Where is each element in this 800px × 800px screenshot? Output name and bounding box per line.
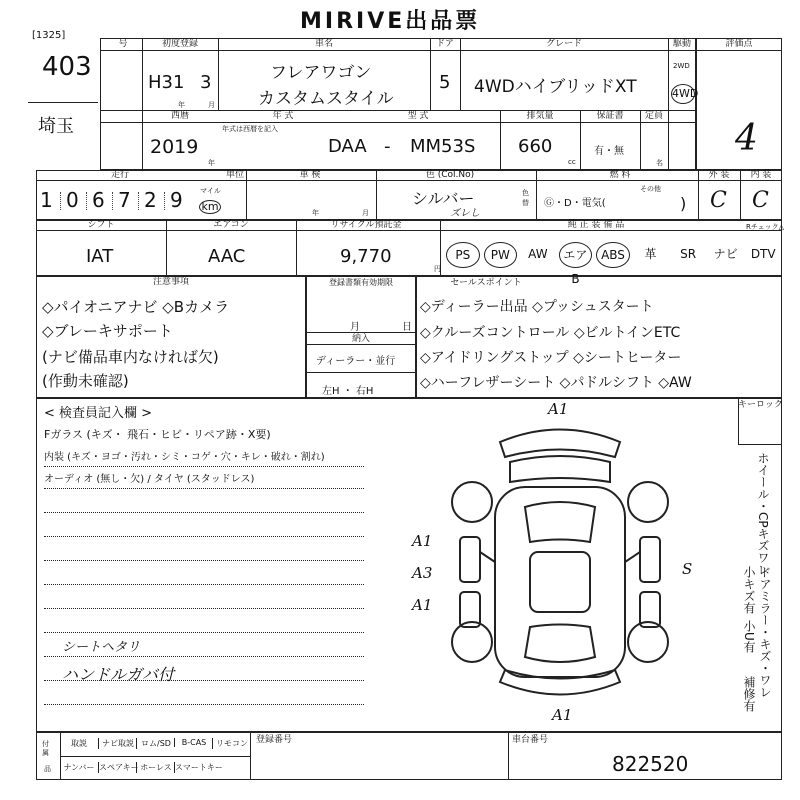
sales-line4: ◇ハーフレザーシート ◇パドルシフト ◇AW <box>420 375 692 391</box>
first-reg-era: H31 <box>148 72 185 93</box>
score-value: 4 <box>735 118 758 159</box>
fuel-other: その他 <box>640 185 661 193</box>
inspection-year: 年 <box>312 209 319 217</box>
notes-line1: ◇パイオニアナビ ◇Bカメラ <box>42 298 230 316</box>
recycle-yen: 円 <box>434 265 441 273</box>
mileage-digit: 0 <box>66 188 79 212</box>
header-car-name: 車名 <box>314 39 333 49</box>
equipment-item: エアB <box>559 242 593 268</box>
footer-accessory-label: 取説 <box>71 739 87 748</box>
header-fuel: 燃 料 <box>609 170 631 180</box>
equipment-item: 革 <box>644 247 657 261</box>
header-type: 型 式 <box>407 111 429 121</box>
footer-accessory-label: ナビ取説 <box>98 738 137 749</box>
equipment-item: AW <box>528 247 548 261</box>
header-inspector: < 検査員記入欄 > <box>44 406 153 421</box>
car-name-line2: カスタムスタイル <box>258 89 394 109</box>
interior-value: C <box>752 188 769 213</box>
footer-accessory-label: ホーレス <box>136 762 175 773</box>
header-ticket: 登録書類有効期限 <box>329 278 393 287</box>
displacement-unit: cc <box>568 158 576 166</box>
color-change-label: 色替 <box>522 189 529 207</box>
footer-side-label-bottom: 品 <box>44 765 51 773</box>
sales-line3: ◇アイドリングストップ ◇シートヒーター <box>420 350 682 366</box>
header-exterior: 外 装 <box>708 170 730 180</box>
grade-value: 4WDハイブリッドXT <box>474 77 637 97</box>
lot-number: 403 <box>42 52 92 82</box>
page-title: MIRIVE出品票 <box>300 9 481 34</box>
footer-accessory-label: ナンバー <box>63 763 95 772</box>
car-damage-diagram <box>440 412 680 712</box>
shift-value: IAT <box>86 246 114 267</box>
sales-line1: ◇ディーラー出品 ◇プッシュスタート <box>420 299 654 315</box>
recycle-value: 9,770 <box>340 246 392 267</box>
type-prefix: DAA <box>328 136 367 157</box>
equipment-item: ナビ <box>713 247 738 261</box>
header-aircon: エアコン <box>213 220 249 230</box>
equipment-item: PW <box>484 242 518 268</box>
header-shift: シフト <box>87 220 115 230</box>
first-reg-year-label: 年 <box>178 101 185 109</box>
header-model-year: 西暦 <box>170 111 189 121</box>
drive-2wd: 2WD <box>673 62 690 70</box>
legend-col-2: 小キズ有 <box>742 566 756 614</box>
header-frame-no: 車台番号 <box>512 735 549 745</box>
sales-line2: ◇クルーズコントロール ◇ビルトインETC <box>420 325 681 341</box>
equipment-item: DTV <box>750 247 776 261</box>
footer-accessories-bottom <box>60 758 250 778</box>
mileage-digit: 1 <box>40 188 53 212</box>
footer-accessory-label: ロム/SD <box>136 738 175 749</box>
footer-accessory-label: スペアキー <box>99 763 139 772</box>
mark-left-front: A1 <box>412 532 433 550</box>
capacity-unit: 名 <box>656 159 663 167</box>
legend-col-5: 補修有 <box>742 676 756 712</box>
mileage-digit: 7 <box>118 188 131 212</box>
inspector-glass: Fガラス (キズ・ 飛石・ヒビ・リペア跡・X要) <box>44 428 271 441</box>
frame-number: 822520 <box>612 752 689 776</box>
footer-accessory-label: リモコン <box>212 738 251 749</box>
inspection-month: 月 <box>362 209 369 217</box>
footer-side-label-top: 付属 <box>42 740 49 757</box>
model-year-note: 年 <box>208 159 215 167</box>
header-grade: グレード <box>545 39 582 49</box>
mark-left-rear: A1 <box>412 596 433 614</box>
header-unit: 単位 <box>225 170 244 180</box>
fuel-options: Ⓖ・D・電気( <box>544 198 606 209</box>
header-capacity: 定員 <box>644 111 663 121</box>
notes-line2: ◇ブレーキサポート <box>42 322 173 340</box>
legend-col-3: ドアミラー・キズ・ワレ <box>758 566 772 698</box>
drive-4wd-circled: 4WD <box>671 84 695 104</box>
color-note: ズレし <box>450 208 480 219</box>
inspector-audio: オーディオ (無し・欠) / タイヤ (スタッドレス) <box>44 474 255 485</box>
check-label: Rチェック△ <box>746 223 785 231</box>
header-reg-no: 登録番号 <box>256 735 293 745</box>
type-code: MM53S <box>410 136 476 157</box>
header-color: 色 (Col.No) <box>425 170 475 180</box>
header-year-type: 年 式 <box>272 111 294 121</box>
mark-left-mid: A3 <box>412 564 433 582</box>
aircon-value: AAC <box>208 246 246 267</box>
footer-accessory-label: スマートキー <box>175 763 223 772</box>
color-value: シルバー <box>412 189 475 208</box>
region: 埼玉 <box>38 116 74 137</box>
equipment-item: ABS <box>596 242 630 268</box>
header-displacement: 排気量 <box>526 111 554 121</box>
header-inspection: 車 検 <box>299 170 321 180</box>
doors-value: 5 <box>439 72 451 93</box>
header-no: 号 <box>118 39 128 49</box>
header-drive: 駆動 <box>672 39 691 49</box>
mile-label: マイル <box>200 187 221 195</box>
exterior-value: C <box>710 188 727 213</box>
header-recycle: リサイクル預託金 <box>330 220 402 230</box>
equipment-item: PS <box>446 242 480 268</box>
fuel-close: ) <box>680 194 687 213</box>
ticket-month: 月 <box>350 322 360 333</box>
km-circled: km <box>199 200 221 214</box>
equipment-item: SR <box>680 247 697 261</box>
ticket-handle: 左H ・ 右H <box>322 386 374 397</box>
legend-col-4: 小U有 <box>742 620 756 653</box>
header-mileage: 走行 <box>110 170 129 180</box>
intake-label: 納入 <box>351 334 370 344</box>
mileage-digit: 9 <box>170 188 183 212</box>
header-keylock: キーロック <box>738 400 783 410</box>
legend-col-1: ホイール・CPキズワレ <box>756 452 770 576</box>
footer-accessories-top <box>60 734 250 754</box>
mark-right: S <box>682 560 693 578</box>
mileage-digit: 2 <box>144 188 157 212</box>
ticket-day: 日 <box>402 322 412 333</box>
inspector-interior: 内装 (キズ・ヨゴ・汚れ・シミ・コゲ・穴・キレ・破れ・割れ) <box>44 452 325 463</box>
header-sales-points: セールスポイント <box>450 278 522 288</box>
mark-rear: A1 <box>552 706 573 724</box>
mark-front: A1 <box>548 400 569 418</box>
footer-accessory-label: B-CAS <box>174 738 213 747</box>
mileage-digit: 6 <box>92 188 105 212</box>
header-doors: ドア <box>436 39 454 49</box>
ticket-dealer: ディーラー・並行 <box>316 356 396 367</box>
type-dash: - <box>384 136 391 157</box>
notes-line3: (ナビ備品車内なければ欠) <box>42 348 219 366</box>
car-name-line1: フレアワゴン <box>270 63 372 83</box>
header-warranty: 保証書 <box>596 111 624 121</box>
model-year-value: 2019 <box>150 136 199 158</box>
displacement-value: 660 <box>518 136 553 157</box>
lot-prefix: [1325] <box>32 30 66 41</box>
header-first-reg: 初度登録 <box>161 39 198 49</box>
header-notes: 注意事項 <box>152 277 189 287</box>
header-score: 評価点 <box>725 39 753 49</box>
hand-note-1: シートヘタリ <box>62 640 141 655</box>
first-reg-month-label: 月 <box>208 101 215 109</box>
header-interior: 内 装 <box>750 170 772 180</box>
first-reg-month: 3 <box>200 72 212 93</box>
year-type-note: 年式は西暦を記入 <box>222 125 278 133</box>
notes-line4: (作動未確認) <box>42 372 129 390</box>
header-equipment: 純 正 装 備 品 <box>567 220 625 230</box>
warranty-value: 有・無 <box>594 146 624 157</box>
hand-note-2: ハンドルガバ付 <box>62 665 175 684</box>
